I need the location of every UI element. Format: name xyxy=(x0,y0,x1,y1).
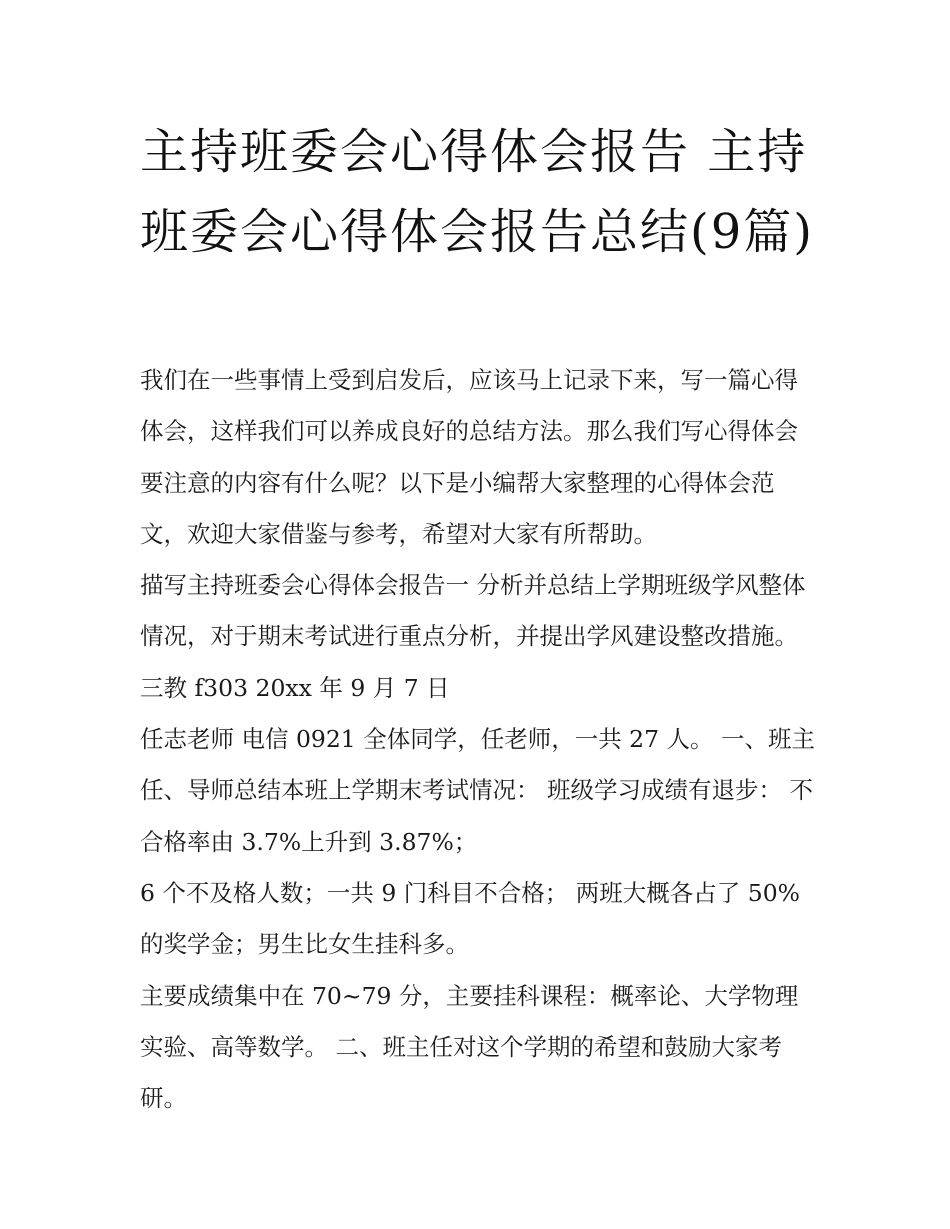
document-title: 主持班委会心得体会报告 主持班委会心得体会报告总结(9篇) xyxy=(140,124,814,260)
paragraph-attendees: 任志老师 电信 0921 全体同学，任老师，一共 27 人。 一、班主任、导师总结本班上学期末考试情况： 班级学习成绩有退步： 不合格率由 3.7%上升到 3.87%； xyxy=(140,725,816,856)
paragraph-report-one: 描写主持班委会心得体会报告一 分析并总结上学期班级学风整体情况，对于期末考试进行重点分析，并提出学风建设整改措施。 三教 f303 20xx 年 9 月 7 日 xyxy=(140,571,806,702)
paragraph-intro: 我们在一些事情上受到启发后，应该马上记录下来，写一篇心得体会，这样我们可以养成良好的总结方法。那么我们写心得体会要注意的内容有什么呢？以下是小编帮大家整理的心得体会范文，欢迎大家借鉴与参考，希望对大家有所帮助。 xyxy=(140,366,798,548)
paragraph-grades: 主要成绩集中在 70~79 分，主要挂科课程：概率论、大学物理实验、高等数学。 二、班主任对这个学期的希望和鼓励大家考研。 xyxy=(140,981,799,1113)
document-body xyxy=(140,355,816,1124)
paragraph-failures: 6 个不及格人数；一共 9 门科目不合格； 两班大概各占了 50%的奖学金；男生比女生挂科多。 xyxy=(140,878,800,959)
